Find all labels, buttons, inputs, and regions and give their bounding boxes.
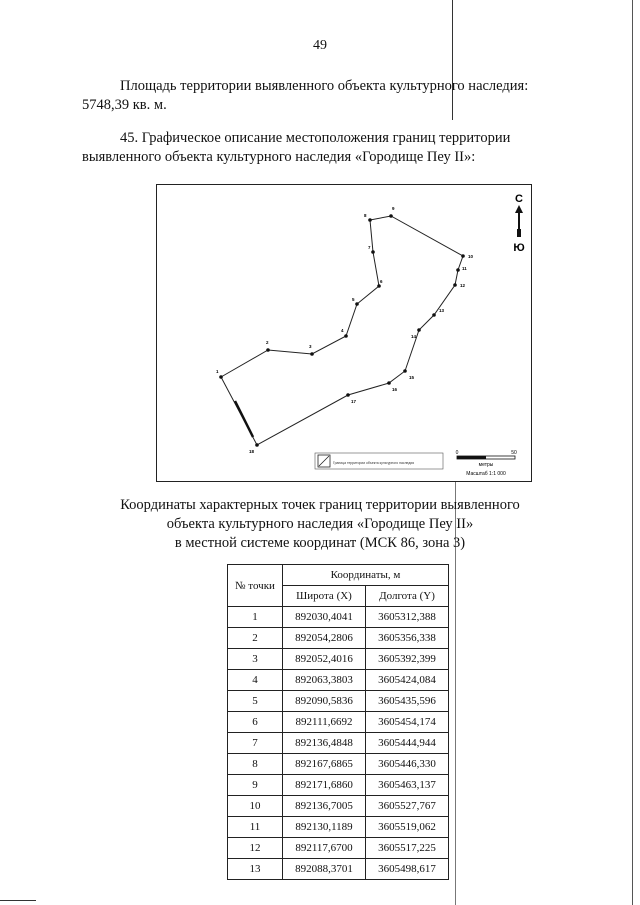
boundary-point-marker xyxy=(403,369,407,373)
boundary-point-label: 1 xyxy=(216,369,219,374)
boundary-point-label: 8 xyxy=(364,213,367,218)
boundary-point-label: 12 xyxy=(460,283,466,288)
compass-south-label: Ю xyxy=(513,242,525,254)
description-paragraph xyxy=(82,129,562,167)
boundary-point-marker xyxy=(389,214,393,218)
latitude-cell: 892111,6692 xyxy=(283,712,366,733)
latitude-cell: 892052,4016 xyxy=(283,649,366,670)
coordinates-table-body xyxy=(228,607,449,880)
point-number-cell: 12 xyxy=(228,838,283,859)
boundary-point-marker xyxy=(355,302,359,306)
latitude-cell: 892054,2806 xyxy=(283,628,366,649)
table-row xyxy=(228,628,449,649)
table-row xyxy=(228,712,449,733)
scale-units-label: метры xyxy=(478,462,494,468)
table-row xyxy=(228,670,449,691)
longitude-cell: 3605435,596 xyxy=(366,691,449,712)
description-line-1: 45. Графическое описание местоположения границ территории xyxy=(120,130,511,146)
boundary-point-label: 13 xyxy=(439,308,445,313)
longitude-cell: 3605517,225 xyxy=(366,838,449,859)
scale-text: Масштаб 1:1 000 xyxy=(466,471,506,477)
scale-zero-label: 0 xyxy=(455,450,459,456)
caption-line-3: в местной системе координат (МСК 86, зона 3) xyxy=(174,535,466,551)
boundary-point-label: 4 xyxy=(341,328,344,333)
table-row xyxy=(228,691,449,712)
boundary-point-label: 6 xyxy=(380,279,383,284)
boundary-point-label: 9 xyxy=(392,206,395,211)
header-point-number: № точки xyxy=(228,565,283,607)
latitude-cell: 892136,4848 xyxy=(283,733,366,754)
header-coordinates: Координаты, м xyxy=(283,565,449,586)
longitude-cell: 3605463,137 xyxy=(366,775,449,796)
boundary-point-marker xyxy=(377,284,381,288)
compass-base xyxy=(517,229,521,237)
boundary-point-marker xyxy=(387,381,391,385)
boundary-point-label: 10 xyxy=(468,254,474,259)
page-number: 49 xyxy=(313,38,327,53)
boundary-point-marker xyxy=(266,348,270,352)
boundary-thick-segment xyxy=(235,401,253,437)
scale-max-label: 50 xyxy=(511,450,517,456)
boundary-point-marker xyxy=(417,328,421,332)
table-row xyxy=(228,754,449,775)
table-row xyxy=(228,733,449,754)
area-line-2: 5748,39 кв. м. xyxy=(82,97,167,113)
latitude-cell: 892136,7005 xyxy=(283,796,366,817)
boundary-point-marker xyxy=(461,254,465,258)
boundary-point-marker xyxy=(346,393,350,397)
boundary-point-marker xyxy=(344,334,348,338)
point-number-cell: 6 xyxy=(228,712,283,733)
boundary-point-marker xyxy=(456,268,460,272)
boundary-point-label: 18 xyxy=(249,449,255,454)
boundary-map xyxy=(156,184,532,482)
latitude-cell: 892063,3803 xyxy=(283,670,366,691)
longitude-cell: 3605454,174 xyxy=(366,712,449,733)
caption-line-2: объекта культурного наследия «Городище Пеу II» xyxy=(166,516,474,532)
table-row xyxy=(228,817,449,838)
boundary-point-marker xyxy=(432,313,436,317)
point-number-cell: 11 xyxy=(228,817,283,838)
table-row xyxy=(228,838,449,859)
point-number-cell: 1 xyxy=(228,607,283,628)
caption-line-1: Координаты характерных точек границ территории выявленного xyxy=(120,497,520,513)
latitude-cell: 892117,6700 xyxy=(283,838,366,859)
description-line-2: выявленного объекта культурного наследия «Городище Пеу II»: xyxy=(82,149,476,165)
point-number-cell: 10 xyxy=(228,796,283,817)
point-number-cell: 4 xyxy=(228,670,283,691)
longitude-cell: 3605312,388 xyxy=(366,607,449,628)
table-row xyxy=(228,649,449,670)
boundary-point-marker xyxy=(371,250,375,254)
point-number-cell: 7 xyxy=(228,733,283,754)
longitude-cell: 3605392,399 xyxy=(366,649,449,670)
header-longitude: Долгота (Y) xyxy=(366,586,449,607)
coordinates-table xyxy=(227,564,449,880)
boundary-point-marker xyxy=(310,352,314,356)
longitude-cell: 3605444,944 xyxy=(366,733,449,754)
point-number-cell: 5 xyxy=(228,691,283,712)
point-number-cell: 8 xyxy=(228,754,283,775)
boundary-point-label: 7 xyxy=(368,245,371,250)
latitude-cell: 892167,6865 xyxy=(283,754,366,775)
boundary-point-label: 3 xyxy=(309,344,312,349)
latitude-cell: 892090,5836 xyxy=(283,691,366,712)
longitude-cell: 3605446,330 xyxy=(366,754,449,775)
boundary-point-label: 2 xyxy=(266,340,269,345)
latitude-cell: 892171,6860 xyxy=(283,775,366,796)
point-number-cell: 3 xyxy=(228,649,283,670)
longitude-cell: 3605356,338 xyxy=(366,628,449,649)
latitude-cell: 892030,4041 xyxy=(283,607,366,628)
boundary-point-label: 11 xyxy=(462,266,467,271)
table-row xyxy=(228,796,449,817)
latitude-cell: 892130,1189 xyxy=(283,817,366,838)
point-number-cell: 9 xyxy=(228,775,283,796)
scan-line-far-right xyxy=(632,0,633,905)
table-caption xyxy=(0,496,640,553)
longitude-cell: 3605519,062 xyxy=(366,817,449,838)
longitude-cell: 3605498,617 xyxy=(366,859,449,880)
boundary-point-label: 5 xyxy=(352,297,355,302)
table-row xyxy=(228,859,449,880)
scan-mark-bottom-left xyxy=(0,900,36,901)
latitude-cell: 892088,3701 xyxy=(283,859,366,880)
boundary-point-label: 14 xyxy=(411,334,417,339)
boundary-point-label: 16 xyxy=(392,387,398,392)
area-paragraph xyxy=(82,77,562,115)
legend-text: Граница территории объекта культурного наследия xyxy=(333,461,415,465)
boundary-map-svg xyxy=(157,185,531,481)
point-number-cell: 2 xyxy=(228,628,283,649)
longitude-cell: 3605424,084 xyxy=(366,670,449,691)
header-latitude: Широта (X) xyxy=(283,586,366,607)
boundary-points xyxy=(216,206,474,454)
scale-bar-fill xyxy=(457,456,486,459)
table-row xyxy=(228,775,449,796)
compass-arrow-icon xyxy=(515,205,523,213)
boundary-point-marker xyxy=(255,443,259,447)
compass-north-label: С xyxy=(515,193,523,205)
point-number-cell: 13 xyxy=(228,859,283,880)
boundary-point-label: 17 xyxy=(351,399,357,404)
table-row xyxy=(228,607,449,628)
boundary-point-label: 15 xyxy=(409,375,415,380)
boundary-point-marker xyxy=(453,283,457,287)
longitude-cell: 3605527,767 xyxy=(366,796,449,817)
boundary-point-marker xyxy=(368,218,372,222)
boundary-point-marker xyxy=(219,375,223,379)
area-line-1: Площадь территории выявленного объекта культурного наследия: xyxy=(120,78,529,94)
